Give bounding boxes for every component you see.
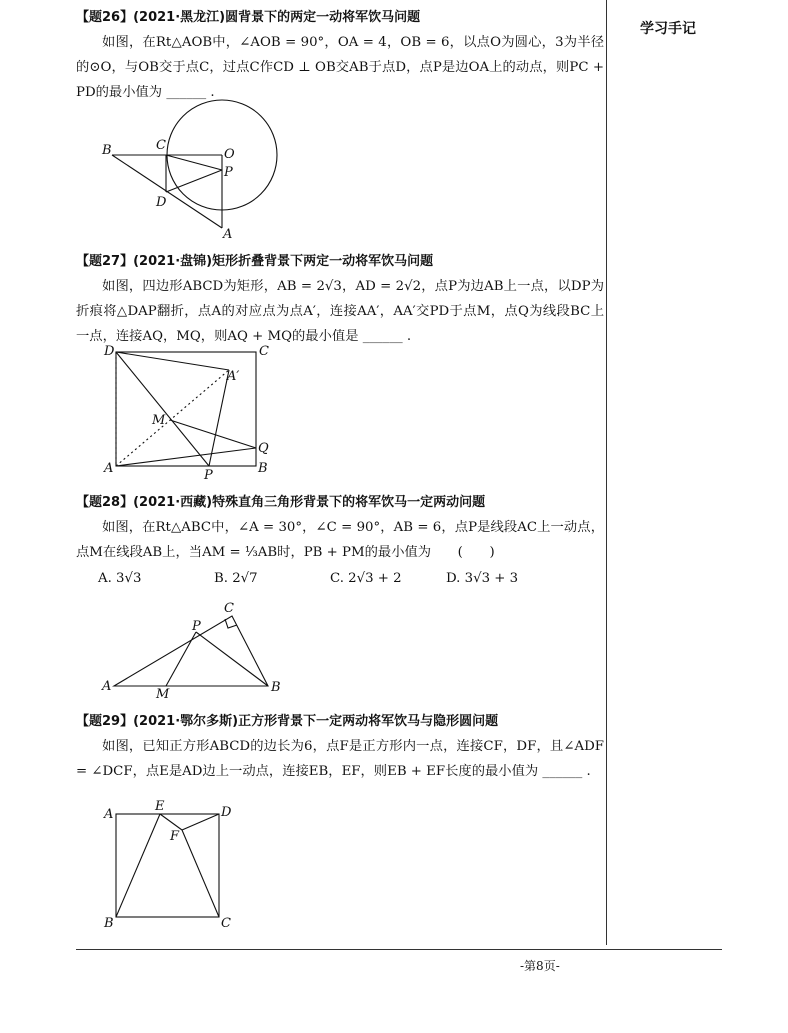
problem-header <box>76 253 604 271</box>
page-number: -第8页- <box>520 959 560 973</box>
label-b: B <box>271 680 281 695</box>
segment-pb <box>196 632 268 686</box>
segment-dp <box>116 352 209 466</box>
problem-text: 如图，已知正方形ABCD的边长为6，点F是正方形内一点，连接CF，DF，且∠ADF = ∠DCF，点E是AD边上一动点，连接EB，EF，则EB + EF长度的最小值为 ______ . <box>76 739 604 779</box>
figure-26 <box>100 100 290 245</box>
problem-number: 【题27】 <box>76 254 134 269</box>
problem-title: 矩形折叠背景下两定一动将军饮马问题 <box>212 254 434 269</box>
label-o: O <box>224 147 235 162</box>
problem-28 <box>76 494 604 595</box>
footer-rule <box>76 949 722 950</box>
label-b: B <box>102 143 112 158</box>
figure-29 <box>100 800 240 932</box>
label-d: D <box>104 344 115 359</box>
figure-28 <box>100 600 285 700</box>
figure-27 <box>100 340 280 483</box>
problem-header <box>76 713 604 731</box>
choice-d[interactable]: D. 3√3 + 3 <box>446 571 519 586</box>
label-c: C <box>156 138 166 153</box>
label-a: A <box>223 227 233 242</box>
label-a: A <box>102 679 112 694</box>
problem-number: 【题26】 <box>76 10 134 25</box>
label-m: M <box>156 687 170 702</box>
problem-text: 如图，四边形ABCD为矩形，AB = 2√3，AD = 2√2，点P为边AB上一点，以DP为折痕将△DAP翻折，点A的对应点为点A′，连接AA′，AA′交PD于点M，点Q为线段BC上一点，连接AQ，MQ，则AQ + MQ的最小值是 ______ . <box>76 279 604 344</box>
label-f: F <box>170 829 180 844</box>
segment-fc <box>182 830 219 917</box>
label-a: A <box>104 461 114 476</box>
label-b: B <box>258 461 268 476</box>
problem-header <box>76 494 604 512</box>
right-angle-mark <box>225 619 237 628</box>
square-abcd <box>116 814 219 917</box>
segment-da1 <box>116 352 229 370</box>
label-d: D <box>221 805 232 820</box>
label-a-prime: A′ <box>227 369 240 384</box>
label-a: A <box>104 807 114 822</box>
segment-pd <box>166 170 222 192</box>
label-c: C <box>259 344 269 359</box>
choice-b[interactable]: B. 2√7 <box>214 571 258 586</box>
label-b: B <box>104 916 114 931</box>
problem-header <box>76 9 604 27</box>
problem-source: (2021·盘锦) <box>133 254 213 269</box>
problem-number: 【题28】 <box>76 495 134 510</box>
notes-column-title: 学习手记 <box>640 21 696 37</box>
problem-27 <box>76 253 604 349</box>
choice-c[interactable]: C. 2√3 + 2 <box>330 571 402 586</box>
problem-source: (2021·黑龙江) <box>133 10 226 25</box>
label-c: C <box>221 916 231 931</box>
choice-a[interactable]: A. 3√3 <box>98 571 142 586</box>
segment-pc <box>166 155 222 170</box>
label-p: P <box>224 165 233 180</box>
notes-divider <box>606 0 607 945</box>
segment-ef <box>160 814 182 830</box>
segment-eb <box>116 814 160 917</box>
label-d: D <box>156 195 167 210</box>
label-p: P <box>192 619 201 634</box>
label-q: Q <box>258 441 269 456</box>
problem-text: 如图，在Rt△AOB中，∠AOB = 90°，OA = 4，OB = 6，以点O为圆心，3为半径的⊙O，与OB交于点C，过点C作CD ⊥ OB交AB于点D，点P是边OA上的动点，则PC + PD的最小值为 ______ . <box>76 35 604 100</box>
problem-title: 特殊直角三角形背景下的将军饮马一定两动问题 <box>212 495 486 510</box>
problem-29 <box>76 713 604 784</box>
problem-number: 【题29】 <box>76 714 134 729</box>
choice-list <box>76 567 604 595</box>
problem-source: (2021·鄂尔多斯) <box>133 714 239 729</box>
triangle-abc <box>114 616 268 686</box>
label-c: C <box>224 601 234 616</box>
problem-26 <box>76 9 604 105</box>
segment-fd <box>182 814 219 830</box>
problem-source: (2021·西藏) <box>133 495 213 510</box>
label-p: P <box>204 468 213 483</box>
label-m: M <box>152 413 166 428</box>
problem-title: 正方形背景下一定两动将军饮马与隐形圆问题 <box>238 714 499 729</box>
label-e: E <box>155 799 165 814</box>
problem-title: 圆背景下的两定一动将军饮马问题 <box>225 10 421 25</box>
segment-aq <box>116 448 256 466</box>
segment-pm <box>166 632 196 686</box>
problem-text: 如图，在Rt△ABC中，∠A = 30°，∠C = 90°，AB = 6，点P是线段AC上一动点，点M在线段AB上，当AM = ⅓AB时，PB + PM的最小值为 ( ) <box>76 520 604 560</box>
